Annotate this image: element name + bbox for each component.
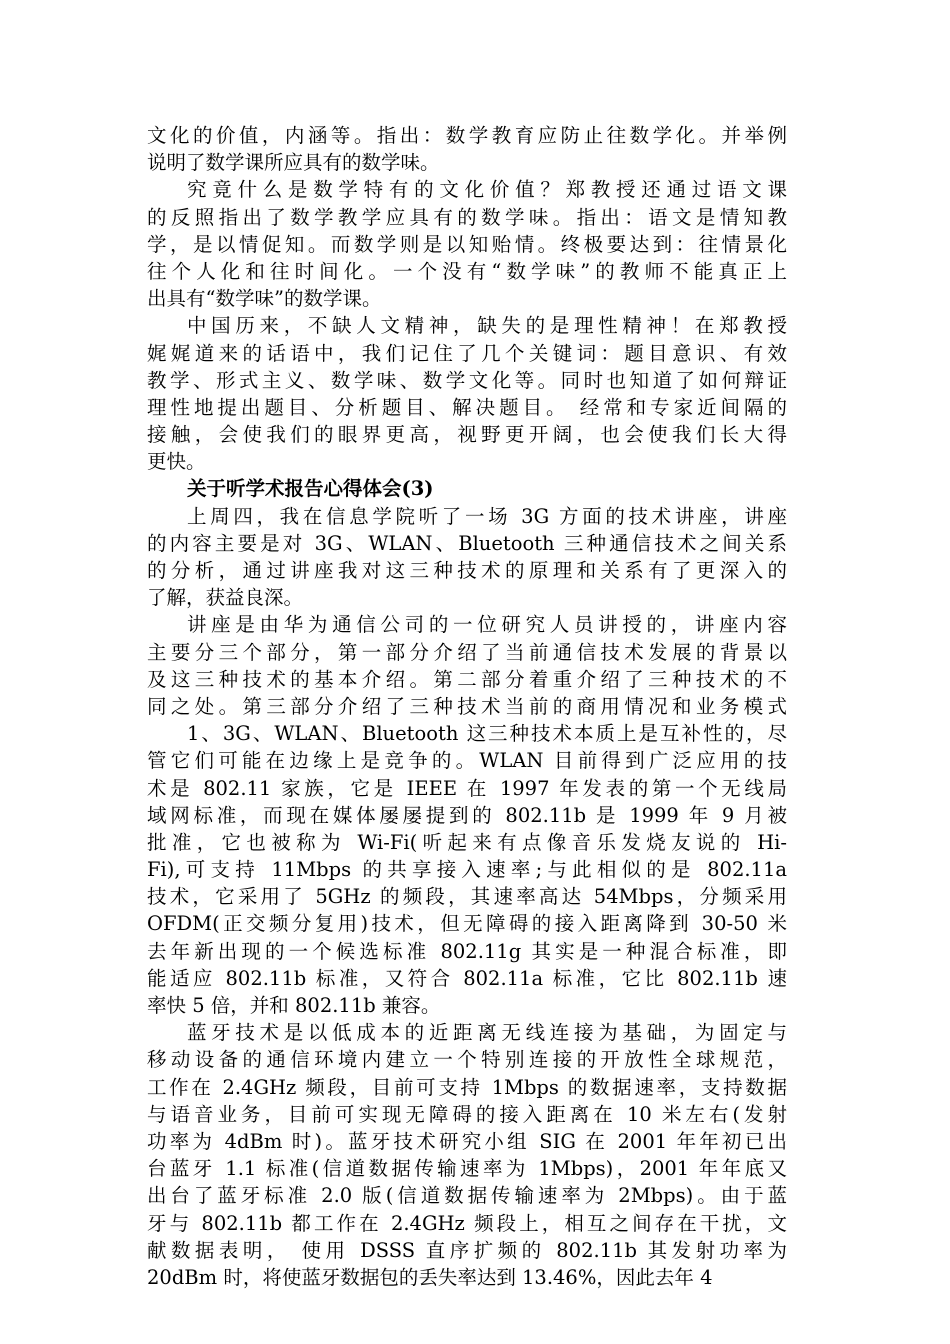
- text-line: 出台了蓝牙标准 2.0 版(信道数据传输速率为 2Mbps)。由于蓝: [147, 1184, 787, 1208]
- text-line: 中国历来，不缺人文精神，缺失的是理性精神！在郑教授: [187, 314, 787, 338]
- text-line: 20dBm 时，将使蓝牙数据包的丢失率达到 13.46%，因此去年 4: [147, 1265, 713, 1289]
- text-line: 更快。: [147, 450, 206, 474]
- paragraph: [147, 611, 787, 720]
- paragraph: [147, 1019, 787, 1291]
- text-line: 了解，获益良深。: [147, 586, 304, 610]
- paragraph: [147, 503, 787, 612]
- section-heading: 关于听学术报告心得体会(3): [187, 477, 434, 501]
- text-line: 移动设备的通信环境内建立一个特别连接的开放性全球规范，: [147, 1048, 787, 1072]
- text-line: 率快 5 倍，并和 802.11b 兼容。: [147, 994, 441, 1017]
- document-page: [147, 122, 787, 1291]
- text-line: 上周四，我在信息学院听了一场 3G 方面的技术讲座，讲座: [187, 504, 787, 528]
- text-line: 究竟什么是数学特有的文化价值？郑教授还通过语文课: [187, 178, 787, 202]
- text-line: 1、3G、WLAN、Bluetooth 这三种技术本质上是互补性的，尽: [187, 722, 787, 746]
- text-line: 献数据表明， 使用 DSSS 直序扩频的 802.11b 其发射功率为: [147, 1238, 787, 1262]
- paragraph: [147, 122, 787, 176]
- text-line: 及这三种技术的基本介绍。第二部分着重介绍了三种技术的不: [147, 667, 787, 691]
- text-line: 主要分三个部分，第一部分介绍了当前通信技术发展的背景以: [147, 640, 787, 664]
- text-line: 的内容主要是对 3G、WLAN、Bluetooth 三种通信技术之间关系: [147, 531, 787, 555]
- text-line: Fi),可支持 11Mbps 的共享接入速率;与此相似的是 802.11a: [147, 858, 787, 882]
- text-line: 工作在 2.4GHz 频段，目前可支持 1Mbps 的数据速率，支持数据: [147, 1075, 787, 1099]
- text-line: 技术，它采用了 5GHz 的频段，其速率高达 54Mbps，分频采用: [147, 885, 787, 909]
- text-line: 同之处。第三部分介绍了三种技术当前的商用情况和业务模式: [147, 694, 787, 718]
- text-line: 台蓝牙 1.1 标准(信道数据传输速率为 1Mbps)，2001 年年底又: [147, 1157, 787, 1181]
- text-line: OFDM(正交频分复用)技术，但无障碍的接入距离降到 30-50 米: [147, 912, 787, 936]
- text-line: 术是 802.11 家族，它是 IEEE 在 1997 年发表的第一个无线局: [147, 776, 787, 800]
- text-line: 教学、形式主义、数学味、数学文化等。同时也知道了如何辩证: [147, 368, 787, 392]
- text-line: 批准，它也被称为 Wi-Fi(听起来有点像音乐发烧友说的 Hi-: [147, 830, 787, 854]
- text-line: 的反照指出了数学教学应具有的数学味。指出：语文是情知教: [147, 205, 787, 229]
- text-line: 与语音业务，目前可实现无障碍的接入距离在 10 米左右(发射: [147, 1102, 787, 1126]
- text-line: 说明了数学课所应具有的数学味。: [147, 151, 440, 175]
- text-line: 文化的价值，内涵等。指出：数学教育应防止往数学化。并举例: [147, 124, 787, 147]
- text-line: 理性地提出题目、分析题目、解决题目。 经常和专家近间隔的: [147, 395, 787, 419]
- text-line: 域网标准，而现在媒体屡屡提到的 802.11b 是 1999 年 9 月被: [147, 803, 787, 827]
- paragraph: [147, 312, 787, 475]
- text-line: 学，是以情促知。而数学则是以知贻情。终极要达到：往情景化: [147, 232, 787, 256]
- text-line: 的分析，通过讲座我对这三种技术的原理和关系有了更深入的: [147, 559, 787, 582]
- text-line: 出具有“数学味”的数学课。: [147, 287, 382, 311]
- text-line: 去年新出现的一个候选标准 802.11g 其实是一种混合标准，即: [147, 939, 787, 963]
- text-line: 接触，会使我们的眼界更高，视野更开阔，也会使我们长大得: [147, 423, 787, 447]
- paragraph: [147, 176, 787, 312]
- text-line: 管它们可能在边缘上是竞争的。WLAN 目前得到广泛应用的技: [147, 749, 787, 773]
- text-line: 往个人化和往时间化。一个没有“数学味”的教师不能真正上: [147, 259, 787, 283]
- text-line: 娓娓道来的话语中，我们记住了几个关键词：题目意识、有效: [147, 341, 787, 365]
- text-line: 牙与 802.11b 都工作在 2.4GHz 频段上，相互之间存在干扰，文: [147, 1211, 787, 1235]
- text-line: 功率为 4dBm 时)。蓝牙技术研究小组 SIG 在 2001 年年初已出: [147, 1129, 787, 1153]
- text-line: 能适应 802.11b 标准，又符合 802.11a 标准，它比 802.11b 速: [147, 966, 787, 990]
- text-line: 讲座是由华为通信公司的一位研究人员讲授的，讲座内容: [187, 613, 787, 637]
- text-line: 蓝牙技术是以低成本的近距离无线连接为基础，为固定与: [187, 1021, 787, 1045]
- paragraph: [147, 720, 787, 1019]
